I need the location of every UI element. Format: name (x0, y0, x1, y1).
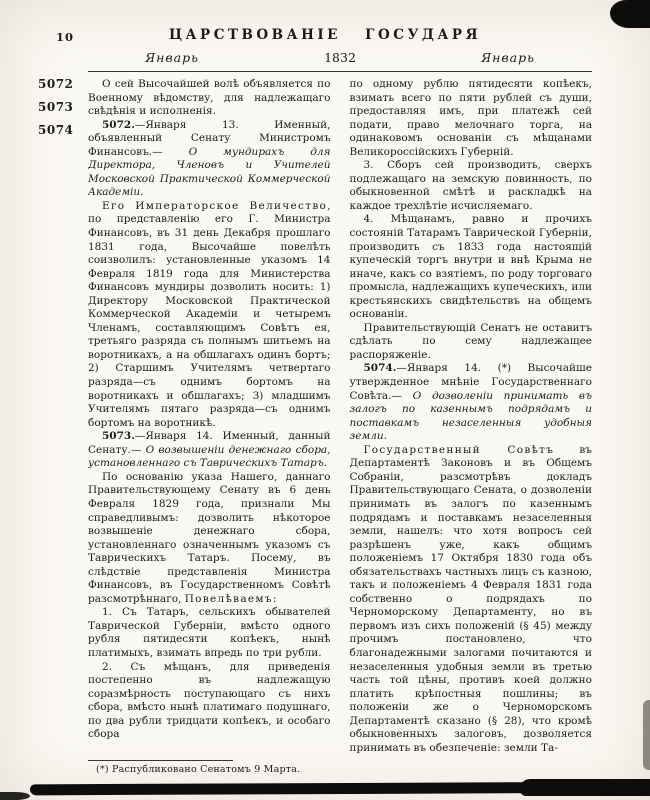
entry-title: —Января 14. (*) Высочайше утвержденное мнѣніе Государственнаго Совѣта.— (349, 362, 592, 402)
footnote-rule (88, 760, 233, 761)
state-council-phrase: Государственный Совѣтъ (363, 443, 555, 456)
margin-entry-number: 5072 (38, 77, 74, 91)
paragraph (88, 200, 331, 430)
paragraph: О сей Высочайшей волѣ объявляется по Военному вѣдомству, для надлежащаго свѣдѣнія и исполненія. (88, 78, 331, 118)
entry-number: 5074. (363, 362, 397, 375)
entry-number: 5073. (102, 430, 135, 443)
page-number: 10 (56, 30, 75, 44)
right-column (350, 78, 593, 762)
paragraph-continuation: по одному рублю пятидесяти копѣекъ, взимать всего по пяти рублей съ души, предоставляя имъ, при платежѣ сей подати, право мелочнаго торга, на одинаковомъ основаніи съ мѣщанами Великороссійскихъ Губерній. (349, 78, 592, 158)
paragraph-text: , по представленію его Г. Министра Финансовъ, въ 31 день Декабря прошлаго 1831 года, Высочайше повелѣть соизволилъ: установленные указомъ 14 Февраля 1819 года для Министерства Финансовъ мундиры дозволить носить: 1) Директору Московской Практической Коммерческой Академіи и четыремъ Членамъ, составляющимъ Совѣтъ ея, третьяго разряда съ полнымъ шитьемъ на воротникахъ, а на обшлагахъ одинъ бортъ; 2) Старшимъ Учителямъ четвертаго разряда—съ однимъ бортомъ на воротникахъ и обшлагахъ; 3) младшимъ Учителямъ пятаго разряда—съ однимъ бортомъ на воротникѣ. (88, 199, 331, 429)
paragraph-text: По основанію указа Нашего, даннаго Правительствующему Сенату въ 6 день Февраля 1829 года, признали Мы справедливымъ: дозволить нѣкоторое возвышеніе денежнаго сбора, установленнаго означеннымъ указомъ съ Таврическихъ Татаръ. Посему, въ слѣдствіе представленія Министра Финансовъ, въ Государственномъ Совѣтѣ разсмотрѣннаго, (88, 470, 331, 605)
paragraph (350, 444, 593, 756)
paragraph-text: въ Департаментѣ Законовъ и въ Общемъ Собраніи, разсмотрѣвъ докладъ Правительствующаго Сената, о дозволеніи принимать въ залогъ по казеннымъ подрядамъ и поставкамъ незаселенныя земли, нашелъ: что хотя вопросъ сей разрѣшенъ уже, какъ общимъ положеніемъ 17 Октября 1830 года объ обязательствахъ частныхъ лицъ съ казною, такъ и положеніемъ 4 Февраля 1831 года собственно о подрядахъ по Черноморскому Департаменту, но въ первомъ изъ сихъ положеній (§ 45) между прочимъ постановлено, что благонадежными залогами почитаются и незаселенныя удобныя земли въ третью часть той цѣны, противъ коей должно платить крѣпостныя пошлины; въ положеніи же о Черноморскомъ Департаментѣ сказано (§ 28), что кромѣ обыкновенныхъ залоговъ, дозволяется принимать въ обезпеченіе: земли Та- (349, 443, 592, 754)
year: 1832 (324, 50, 356, 65)
scan-artifact-top-right (610, 0, 650, 28)
month-right: Январь (481, 50, 535, 65)
header-rule (88, 71, 592, 72)
entry-heading (88, 430, 331, 471)
paragraph: 2. Съ мѣщанъ, для приведенія постепенно въ надлежащую соразмѣрность поступающаго съ нихъ сбора, вмѣсто нынѣ платимаго подушнаго, по два рубли тридцати копѣекъ, и особаго сбора (88, 660, 331, 741)
margin-entry-number: 5074 (38, 123, 74, 137)
scan-artifact-right-edge (643, 700, 650, 770)
paragraph: 4. Мѣщанамъ, равно и прочихъ состояній Татарамъ Таврической Губерніи, производить съ 1833 года настоящій купеческій торгъ внутри и внѣ Крыма не иначе, какъ со взятіемъ, по роду торговаго промысла, надлежащихъ купеческихъ, или крестьянскихъ свидѣтельствъ на общемъ основаніи. (349, 213, 592, 321)
scan-artifact-bottom-right (520, 779, 650, 796)
scan-artifact-bottom-left (0, 792, 30, 800)
footnote: (*) Распубликовано Сенатомъ 9 Марта. (96, 764, 301, 775)
running-title: ЦАРСТВОВАНІЕ ГОСУДАРЯ (169, 27, 481, 43)
decree-phrase: Повелѣваемъ: (184, 592, 278, 605)
entry-number: 5072. (102, 118, 135, 131)
margin-entry-number: 5073 (38, 100, 74, 114)
entry-subject: О дозволеніи принимать въ залогъ по казеннымъ подрядамъ и поставкамъ незаселенныя удобныя земли. (349, 389, 592, 443)
month-left: Январь (145, 50, 199, 65)
entry-heading (88, 119, 331, 200)
entry-subject: О мундирахъ для Директора, Членовъ и Учителей Московской Практической Коммерческой Академіи. (88, 145, 331, 199)
paragraph: Правительствующій Сенатъ не оставитъ сдѣлать по сему надлежащее распоряженіе. (349, 321, 592, 361)
entry-title: —Января 14. Именный, данный Сенату.— (88, 430, 331, 456)
date-header (88, 50, 592, 65)
paragraph: 1. Съ Татаръ, сельскихъ обывателей Таврической Губерніи, вмѣсто одного рубля пятидесяти копѣекъ, нынѣ платимыхъ, взимать впредь по три рубли. (88, 606, 331, 659)
text-columns (88, 78, 592, 762)
entry-title: —Января 13. Именный, объявленный Сенату Министромъ Финансовъ.— (88, 118, 331, 158)
left-column (88, 78, 331, 762)
entry-subject: О возвышеніи денежнаго сбора, установленнаго съ Таврическихъ Татаръ. (88, 443, 331, 470)
paragraph (88, 471, 331, 606)
paragraph: 3. Сборъ сей производить, сверхъ подлежащаго на земскую повинность, по обыкновенной смѣтѣ и раскладкѣ на каждое трехлѣтіе исчисляемаго. (349, 159, 592, 212)
imperial-title-phrase: Его Императорское Величество (102, 199, 328, 212)
entry-heading (350, 362, 593, 443)
